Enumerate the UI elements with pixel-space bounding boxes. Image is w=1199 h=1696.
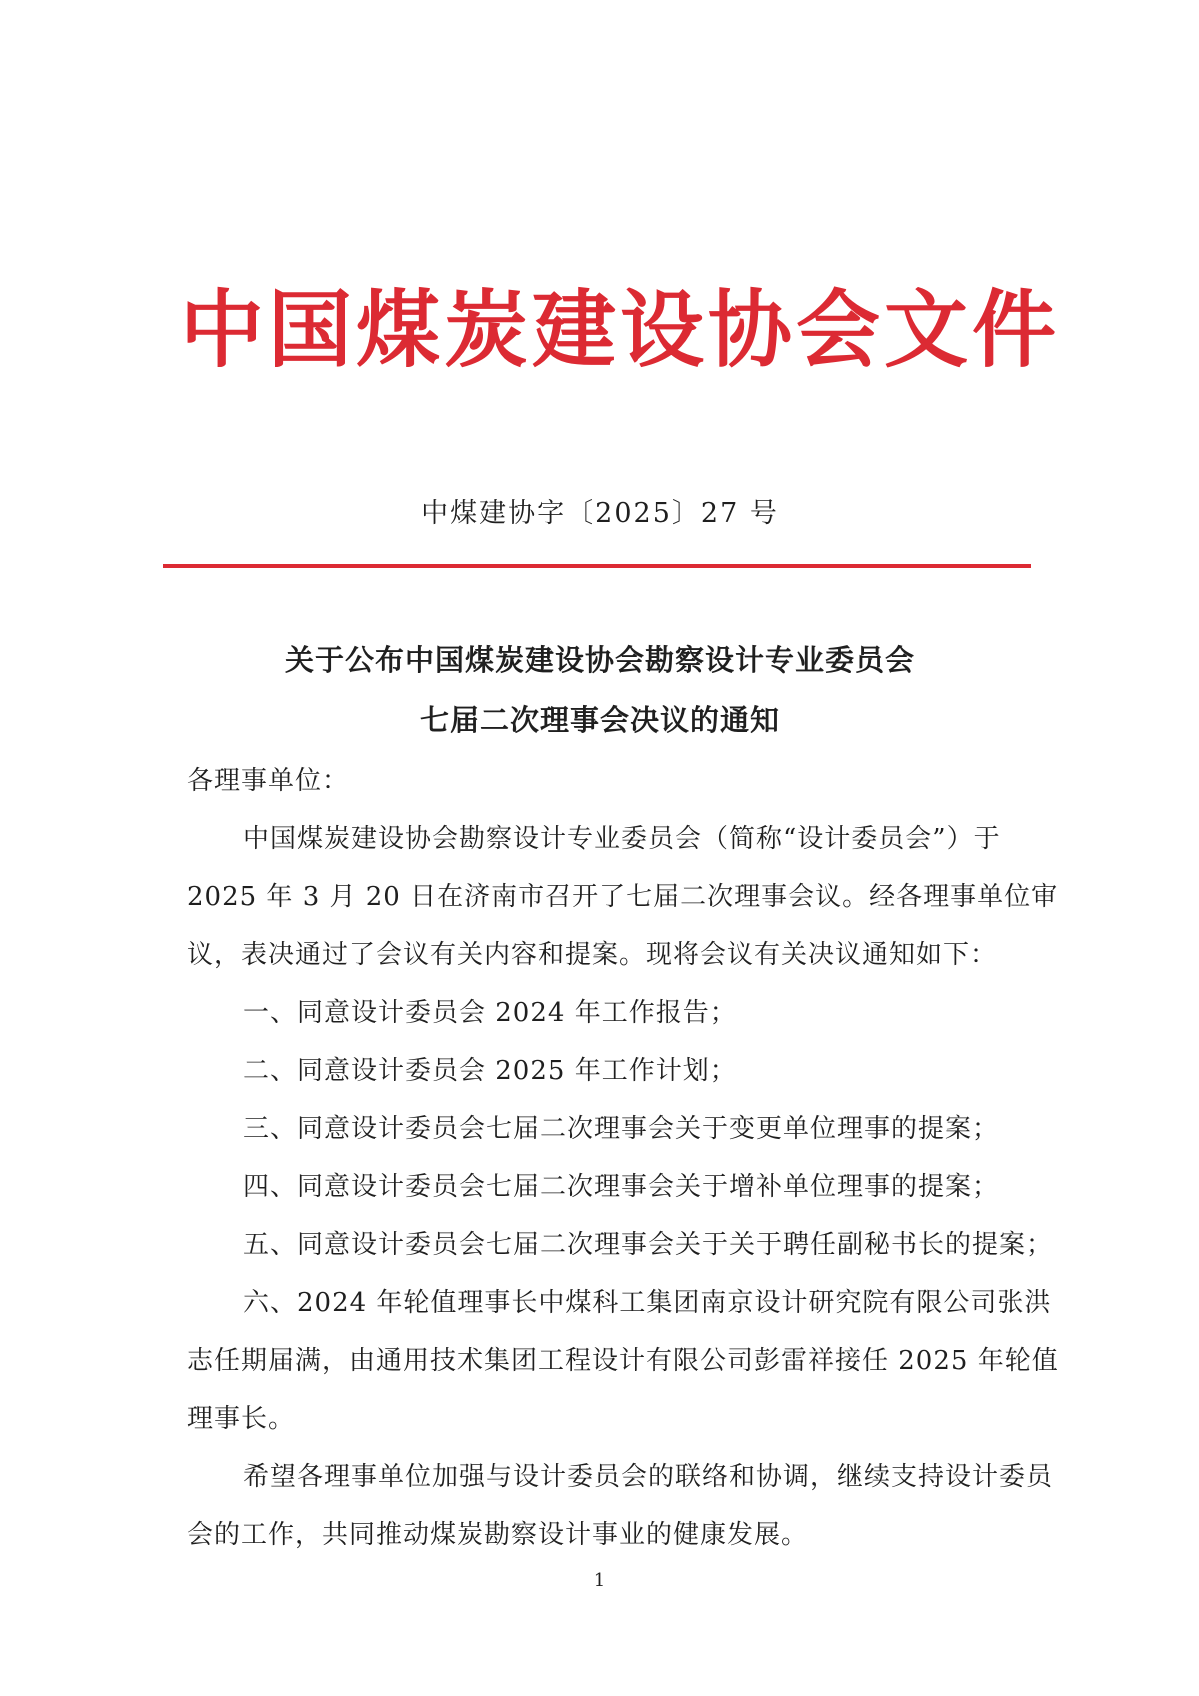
org-header-title: 中国煤炭建设协会文件 <box>180 281 1061 379</box>
resolution-item-2: 二、同意设计委员会 2025 年工作计划； <box>243 1056 737 1086</box>
closing-paragraph: 希望各理事单位加强与设计委员会的联络和协调，继续支持设计委员会的工作，共同推动煤炭勘察设计事业的健康发展。 <box>187 1462 1054 1550</box>
document-body <box>187 752 1067 1564</box>
resolution-item-5: 五、同意设计委员会七届二次理事会关于关于聘任副秘书长的提案； <box>243 1230 1054 1260</box>
resolution-item-3: 三、同意设计委员会七届二次理事会关于变更单位理事的提案； <box>243 1114 1000 1144</box>
resolution-item-1: 一、同意设计委员会 2024 年工作报告； <box>243 998 737 1028</box>
salutation: 各理事单位： <box>187 766 350 796</box>
resolution-item-6: 六、2024 年轮值理事长中煤科工集团南京设计研究院有限公司张洪志任期届满，由通用技术集团工程设计有限公司彭雷祥接任 2025 年轮值理事长。 <box>187 1288 1059 1434</box>
page-number: 1 <box>593 1570 606 1591</box>
subject-line-2: 七届二次理事会决议的通知 <box>419 703 780 737</box>
header-divider <box>163 564 1031 568</box>
resolution-item-4: 四、同意设计委员会七届二次理事会关于增补单位理事的提案； <box>243 1172 1000 1202</box>
subject-line-1: 关于公布中国煤炭建设协会勘察设计专业委员会 <box>284 643 915 677</box>
document-number: 中煤建协字〔2025〕27 号 <box>421 498 779 529</box>
document-subject <box>150 630 1050 750</box>
intro-paragraph: 中国煤炭建设协会勘察设计专业委员会（简称“设计委员会”）于2025 年 3 月 20 日在济南市召开了七届二次理事会议。经各理事单位审议，表决通过了会议有关内容和提案。现将会议有关决议通知如下： <box>187 824 1059 970</box>
